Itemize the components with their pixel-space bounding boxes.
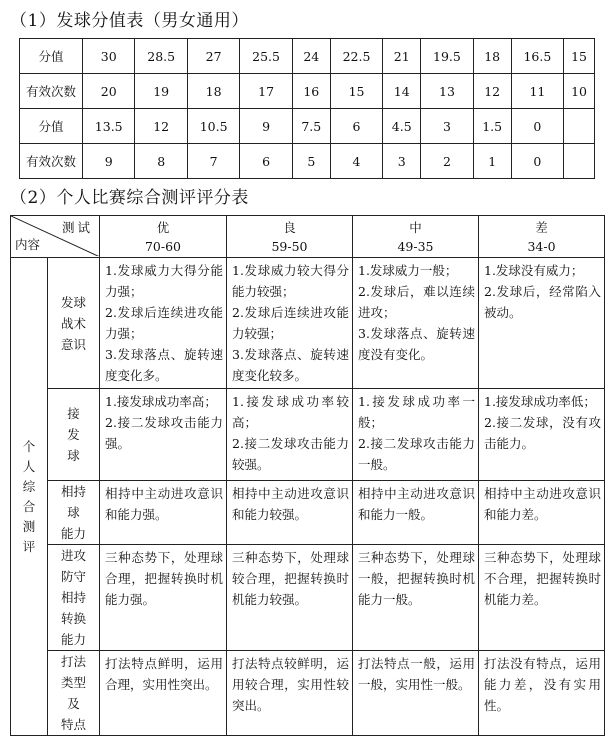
evaluation-row xyxy=(11,481,605,545)
score-cell: 18 xyxy=(473,39,511,74)
criterion-line: 进攻 xyxy=(60,548,86,563)
corner-cell xyxy=(11,216,100,258)
score-cell: 7 xyxy=(187,144,239,179)
criterion-cell xyxy=(48,389,100,481)
criterion-line: 相持 xyxy=(60,590,86,605)
score-cell: 18 xyxy=(187,74,239,109)
level-header-1 xyxy=(227,216,353,258)
evaluation-row xyxy=(11,545,605,651)
criterion-cell xyxy=(48,545,100,651)
score-cell: 19.5 xyxy=(421,39,473,74)
score-cell: 0 xyxy=(511,109,563,144)
rating-cell: 相持中主动进攻意识和能力差。 xyxy=(479,481,605,545)
serve-score-table xyxy=(19,38,595,179)
criterion-line: 防守 xyxy=(60,569,86,584)
level-header-3 xyxy=(479,216,605,258)
criterion-line: 接 xyxy=(67,406,80,421)
criterion-line: 相持 xyxy=(60,484,86,499)
score-cell: 15 xyxy=(564,39,595,74)
score-cell: 12 xyxy=(473,74,511,109)
category-cell xyxy=(11,258,48,736)
corner-bottom-label: 内容 xyxy=(15,237,41,252)
criterion-line: 发球 xyxy=(60,294,86,310)
criterion-line: 发 xyxy=(67,427,80,442)
rating-cell: 打法特点鲜明，运用合理，实用性突出。 xyxy=(100,651,227,736)
category-char: 个 xyxy=(22,438,36,454)
score-cell: 25.5 xyxy=(240,39,292,74)
score-cell xyxy=(564,109,595,144)
score-cell: 1.5 xyxy=(473,109,511,144)
rating-cell: 1.发球没有威力； 2.发球后，经常陷入被动。 xyxy=(479,258,605,389)
level-header-0 xyxy=(100,216,227,258)
criterion-line: 转换 xyxy=(60,611,86,626)
rating-cell: 打法特点一般，运用一般，实用性一般。 xyxy=(353,651,479,736)
level-range: 34-0 xyxy=(527,238,556,254)
evaluation-table xyxy=(10,215,605,736)
score-table-row xyxy=(20,39,595,74)
criterion-line: 类型 xyxy=(60,675,86,690)
score-cell: 19 xyxy=(135,74,187,109)
score-cell: 10.5 xyxy=(187,109,239,144)
score-cell: 1 xyxy=(473,144,511,179)
corner-top-label: 测试 xyxy=(61,220,93,235)
score-cell: 24 xyxy=(292,39,330,74)
category-char: 人 xyxy=(22,458,36,474)
section1-title: （1）发球分值表（男女通用） xyxy=(10,11,249,31)
score-table-row xyxy=(20,74,595,109)
score-cell: 21 xyxy=(383,39,421,74)
score-cell: 20 xyxy=(83,74,135,109)
score-cell: 14 xyxy=(383,74,421,109)
criterion-cell xyxy=(48,651,100,736)
row-label: 分值 xyxy=(20,109,83,144)
score-cell: 11 xyxy=(511,74,563,109)
rating-cell: 1.接发球成功率一般； 2.接二发球攻击能力一般。 xyxy=(353,389,479,481)
score-cell: 5 xyxy=(292,144,330,179)
score-cell: 13.5 xyxy=(83,109,135,144)
score-table-row xyxy=(20,144,595,179)
category-char: 评 xyxy=(22,538,36,554)
score-cell: 13 xyxy=(421,74,473,109)
criterion-line: 球 xyxy=(67,505,80,520)
score-cell: 17 xyxy=(240,74,292,109)
rating-cell: 三种态势下，处理球一般，把握转换时机能力一般。 xyxy=(353,545,479,651)
row-label: 分值 xyxy=(20,39,83,74)
score-cell: 6 xyxy=(240,144,292,179)
rating-cell: 三种态势下，处理球不合理，把握转换时机能力差。 xyxy=(479,545,605,651)
criterion-line: 意识 xyxy=(60,336,86,352)
category-char: 综 xyxy=(22,478,36,494)
score-cell: 28.5 xyxy=(135,39,187,74)
criterion-line: 能力 xyxy=(60,632,86,647)
score-cell: 16 xyxy=(292,74,330,109)
level-range: 59-50 xyxy=(271,238,308,254)
level-range: 70-60 xyxy=(144,238,182,254)
criterion-line: 及 xyxy=(67,696,80,711)
criterion-line: 特点 xyxy=(60,717,86,732)
rating-cell: 1.发球威力较大得分能力较强； 2.发球后连续进攻能力较强； 3.发球落点、旋转速度变化较多。 xyxy=(227,258,353,389)
rating-cell: 1.发球威力大得分能力强； 2.发球后连续进攻能力强； 3.发球落点、旋转速度变化多。 xyxy=(100,258,227,389)
score-cell: 9 xyxy=(240,109,292,144)
rating-cell: 打法没有特点，运用能力差，没有实用性。 xyxy=(479,651,605,736)
rating-cell: 打法特点较鲜明，运用较合理，实用性较突出。 xyxy=(227,651,353,736)
score-cell: 30 xyxy=(83,39,135,74)
rating-cell: 相持中主动进攻意识和能力强。 xyxy=(100,481,227,545)
row-label: 有效次数 xyxy=(20,144,83,179)
rating-cell: 三种态势下，处理球较合理，把握转换时机能力较强。 xyxy=(227,545,353,651)
evaluation-row xyxy=(11,258,605,389)
evaluation-row xyxy=(11,651,605,736)
rating-cell: 1.发球威力一般； 2.发球后，难以连续进攻； 3.发球落点、旋转速度没有变化。 xyxy=(353,258,479,389)
score-cell: 6 xyxy=(330,109,382,144)
score-cell: 8 xyxy=(135,144,187,179)
rating-cell: 1.接发球成功率高； 2.接二发球攻击能力强。 xyxy=(100,389,227,481)
rating-cell: 1.接发球成功率较高； 2.接二发球攻击能力较强。 xyxy=(227,389,353,481)
score-cell: 3 xyxy=(421,109,473,144)
criterion-cell xyxy=(48,481,100,545)
criterion-line: 球 xyxy=(67,448,80,463)
category-char: 合 xyxy=(22,498,36,514)
criterion-cell xyxy=(48,258,100,389)
level-name: 良 xyxy=(283,219,296,235)
score-cell: 4.5 xyxy=(383,109,421,144)
header-row xyxy=(11,216,605,258)
evaluation-row xyxy=(11,389,605,481)
level-range: 49-35 xyxy=(397,238,434,254)
score-cell: 22.5 xyxy=(330,39,382,74)
score-cell: 10 xyxy=(564,74,595,109)
score-cell: 2 xyxy=(421,144,473,179)
criterion-line: 打法 xyxy=(60,654,86,669)
level-name: 差 xyxy=(535,219,548,235)
rating-cell: 三种态势下，处理球合理，把握转换时机能力强。 xyxy=(100,545,227,651)
score-cell: 15 xyxy=(330,74,382,109)
score-cell: 7.5 xyxy=(292,109,330,144)
score-cell: 12 xyxy=(135,109,187,144)
section2-title: （2）个人比赛综合测评评分表 xyxy=(10,188,249,208)
score-cell: 9 xyxy=(83,144,135,179)
score-table-row xyxy=(20,109,595,144)
rating-cell: 相持中主动进攻意识和能力较强。 xyxy=(227,481,353,545)
score-cell: 3 xyxy=(383,144,421,179)
score-cell: 16.5 xyxy=(511,39,563,74)
score-cell xyxy=(564,144,595,179)
score-cell: 4 xyxy=(330,144,382,179)
score-cell: 0 xyxy=(511,144,563,179)
criterion-line: 能力 xyxy=(60,526,86,541)
level-name: 优 xyxy=(156,219,170,235)
level-name: 中 xyxy=(409,219,422,235)
rating-cell: 1.接发球成功率低； 2.接二发球，没有攻击能力。 xyxy=(479,389,605,481)
level-header-2 xyxy=(353,216,479,258)
category-char: 测 xyxy=(22,518,36,534)
criterion-line: 战术 xyxy=(60,315,86,331)
row-label: 有效次数 xyxy=(20,74,83,109)
rating-cell: 相持中主动进攻意识和能力一般。 xyxy=(353,481,479,545)
score-cell: 27 xyxy=(187,39,239,74)
